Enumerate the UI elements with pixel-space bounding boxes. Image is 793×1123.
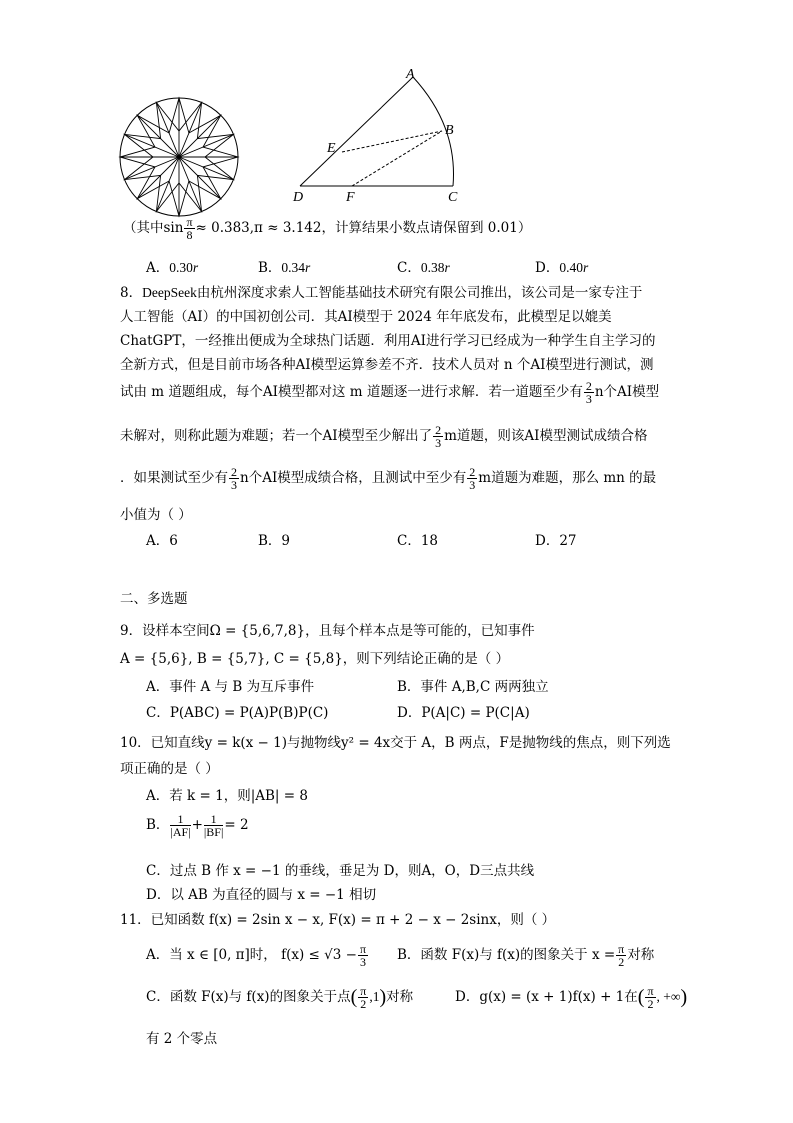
option-text: B．函数 F(x)与 f(x)的图象关于 x = [397,947,616,963]
frac-num: 1 [170,813,190,826]
q8-text: n个AI模型成绩合格，且测试中至少有 [240,470,467,486]
q8-option-d[interactable]: D．27 [535,533,577,549]
q11-line-1: 11．已知函数 f(x) = 2sin x − x, F(x) = π + 2 − x − 2sinx，则（ ） [120,912,556,928]
q9-option-a[interactable]: A．事件 A 与 B 为互斥事件 [146,679,315,695]
q8-line-7 [120,466,656,491]
note-approx: ≈ 0.383,π ≈ 3.142，计算结果小数点请保留到 0.01） [195,220,532,236]
frac-den: 3 [231,478,237,492]
option-value: 0.40 [559,260,583,275]
q8-option-c[interactable]: C．18 [397,533,439,549]
section-heading: 二、多选题 [120,591,188,607]
option-unit: r [305,260,311,275]
q8-fraction [229,466,239,491]
point-label-f: F [346,190,355,205]
q8-fraction [433,424,443,449]
q11-option-c[interactable]: C．函数 F(x)与 f(x)的图象关于点( $\frac{\pi}{2}$ ,1)对称 [146,984,414,1011]
option-text: A．当 x ∈ [0, π]时， f(x) ≤ √3 − [146,947,357,963]
option-letter: C． [397,260,421,276]
frac-den: |BF| [203,825,224,839]
q11-option-b[interactable] [397,943,654,968]
q8-line-8: 小值为（ ） [120,507,192,523]
q9-option-c[interactable]: C．P(ABC) = P(A)P(B)P(C) [146,705,329,721]
point-label-b: B [445,123,454,138]
q8-text: m道题，则该AI模型测试成绩合格 [444,428,648,444]
q8-line-1 [120,281,642,301]
q11-option-d-tail: 有 2 个零点 [146,1031,218,1047]
option-text: 对称 [627,947,655,963]
q7-option-a[interactable] [146,256,198,276]
frac-den: 3 [585,392,592,406]
q9-option-b[interactable]: B．事件 A,B,C 两两独立 [397,679,549,695]
q9-option-d[interactable]: D．P(A|C) = P(C|A) [397,705,530,721]
option-text: C．函数 F(x)与 f(x)的图象关于点 [146,989,351,1005]
note-frac-num: π [186,215,193,229]
q8-text: 试由 m 道题组成，每个AI模型都对这 m 道题逐一进行求解．若一道题至少有 [120,384,583,400]
q7-option-b[interactable] [258,256,310,276]
frac-den: 2 [360,997,367,1011]
q10-option-b[interactable]: B． $\frac{1}{|AF|}$ + $\frac{1}{|BF|}$ = 2 [146,812,249,839]
frac-den: 2 [647,997,654,1011]
frac-num: π [618,942,625,956]
point-label-d: D [293,190,304,205]
q10-option-d[interactable]: D．以 AB 为直径的圆与 x = −1 相切 [146,887,377,903]
fraction [616,943,626,968]
note-prefix: （其中sin [123,220,184,236]
q10-line-2: 项正确的是（ ） [120,761,219,777]
fraction [358,943,368,968]
frac-num: 2 [469,465,476,479]
option-unit: r [444,260,450,275]
fraction [645,985,655,1010]
fraction [358,985,368,1010]
frac-den: 3 [435,436,442,450]
option-letter: B． [146,817,170,833]
q11-option-a[interactable] [146,943,369,968]
option-unit: r [192,260,199,275]
frac-den: 3 [469,478,476,492]
option-text: , +∞ [656,989,681,1004]
option-value: 0.30 [169,260,193,275]
option-letter: B． [258,260,282,276]
frac-num: 1 [204,813,223,826]
rosette-circle-figure [118,96,240,218]
frac-den: 2 [618,955,625,969]
frac-den: |AF| [170,825,191,839]
q8-option-b[interactable]: B．9 [258,533,291,549]
q10-line-1: 10．已知直线y = k(x − 1)与抛物线y² = 4x交于 A，B 两点，F是抛物线的焦点，则下列选 [120,735,671,751]
q8-line-2: 人工智能（AI）的中国初创公司．其AI模型于 2024 年年底发布，此模型足以媲美 [120,309,612,325]
point-label-a: A [406,67,415,82]
q9-line-1: 9．设样本空间Ω = {5,6,7,8}，且每个样本点是等可能的，已知事件 [120,623,535,639]
q9-line-2: A = {5,6}, B = {5,7}, C = {5,8}，则下列结论正确的是（ ） [120,651,510,667]
frac-num: 2 [435,423,442,437]
point-label-e: E [327,141,336,156]
frac-num: 2 [585,379,592,393]
option-value: 0.38 [420,260,445,275]
note-frac-den: 8 [186,228,193,242]
option-unit: r [582,260,589,275]
option-text: D．g(x) = (x + 1)f(x) + 1在 [455,989,638,1005]
option-tail: = 2 [224,817,249,833]
option-letter: A． [146,260,170,276]
note-fraction [184,216,194,241]
q8-line-3: ChatGPT，一经推出便成为全球热门话题．利用AI进行学习已经成为一种学生自主学习的 [120,333,656,349]
fraction-af [170,813,190,838]
q10-option-c[interactable]: C．过点 B 作 x = −1 的垂线，垂足为 D，则A，O，D三点共线 [146,863,535,879]
option-letter: D． [535,260,560,276]
frac-num: π [647,984,654,998]
q7-option-c[interactable] [397,256,450,276]
q8-text: n个AI模型 [594,384,660,400]
q8-brand: DeepSeek [142,285,197,300]
q8-line-4: 全新方式，但是目前市场各种AI模型运算参差不齐．技术人员对 n 个AI模型进行测试，测 [120,357,654,373]
q11-option-d[interactable]: D．g(x) = (x + 1)f(x) + 1在( $\frac{\pi}{2}$ , +∞) [455,984,688,1011]
option-text: 对称 [386,989,414,1005]
q10-option-a[interactable]: A．若 k = 1，则|AB| = 8 [146,788,308,804]
q8-fraction [584,380,594,405]
q8-text: 未解对，则称此题为难题；若一个AI模型至少解出了 [120,428,433,444]
frac-num: 2 [231,465,237,479]
q8-text: 由杭州深度求索人工智能基础技术研究有限公司推出，该公司是一家专注于 [196,285,643,301]
frac-den: 3 [359,955,366,969]
fraction-bf [204,813,223,838]
option-text: ,1 [369,989,380,1004]
frac-num: π [359,942,366,956]
q7-option-d[interactable] [535,256,588,276]
q8-line-5 [120,380,659,405]
point-label-c: C [448,190,458,205]
q8-fraction [467,466,477,491]
q8-line-6 [120,424,647,449]
frac-num: π [360,984,367,998]
approximation-note [123,216,531,241]
sector-figure [290,66,470,210]
option-value: 0.34 [281,260,306,275]
q8-number: 8． [120,285,143,301]
q8-text: m道题为难题，那么 mn 的最 [478,470,657,486]
q8-text: ．如果测试至少有 [120,470,228,486]
q8-option-a[interactable]: A．6 [146,533,178,549]
